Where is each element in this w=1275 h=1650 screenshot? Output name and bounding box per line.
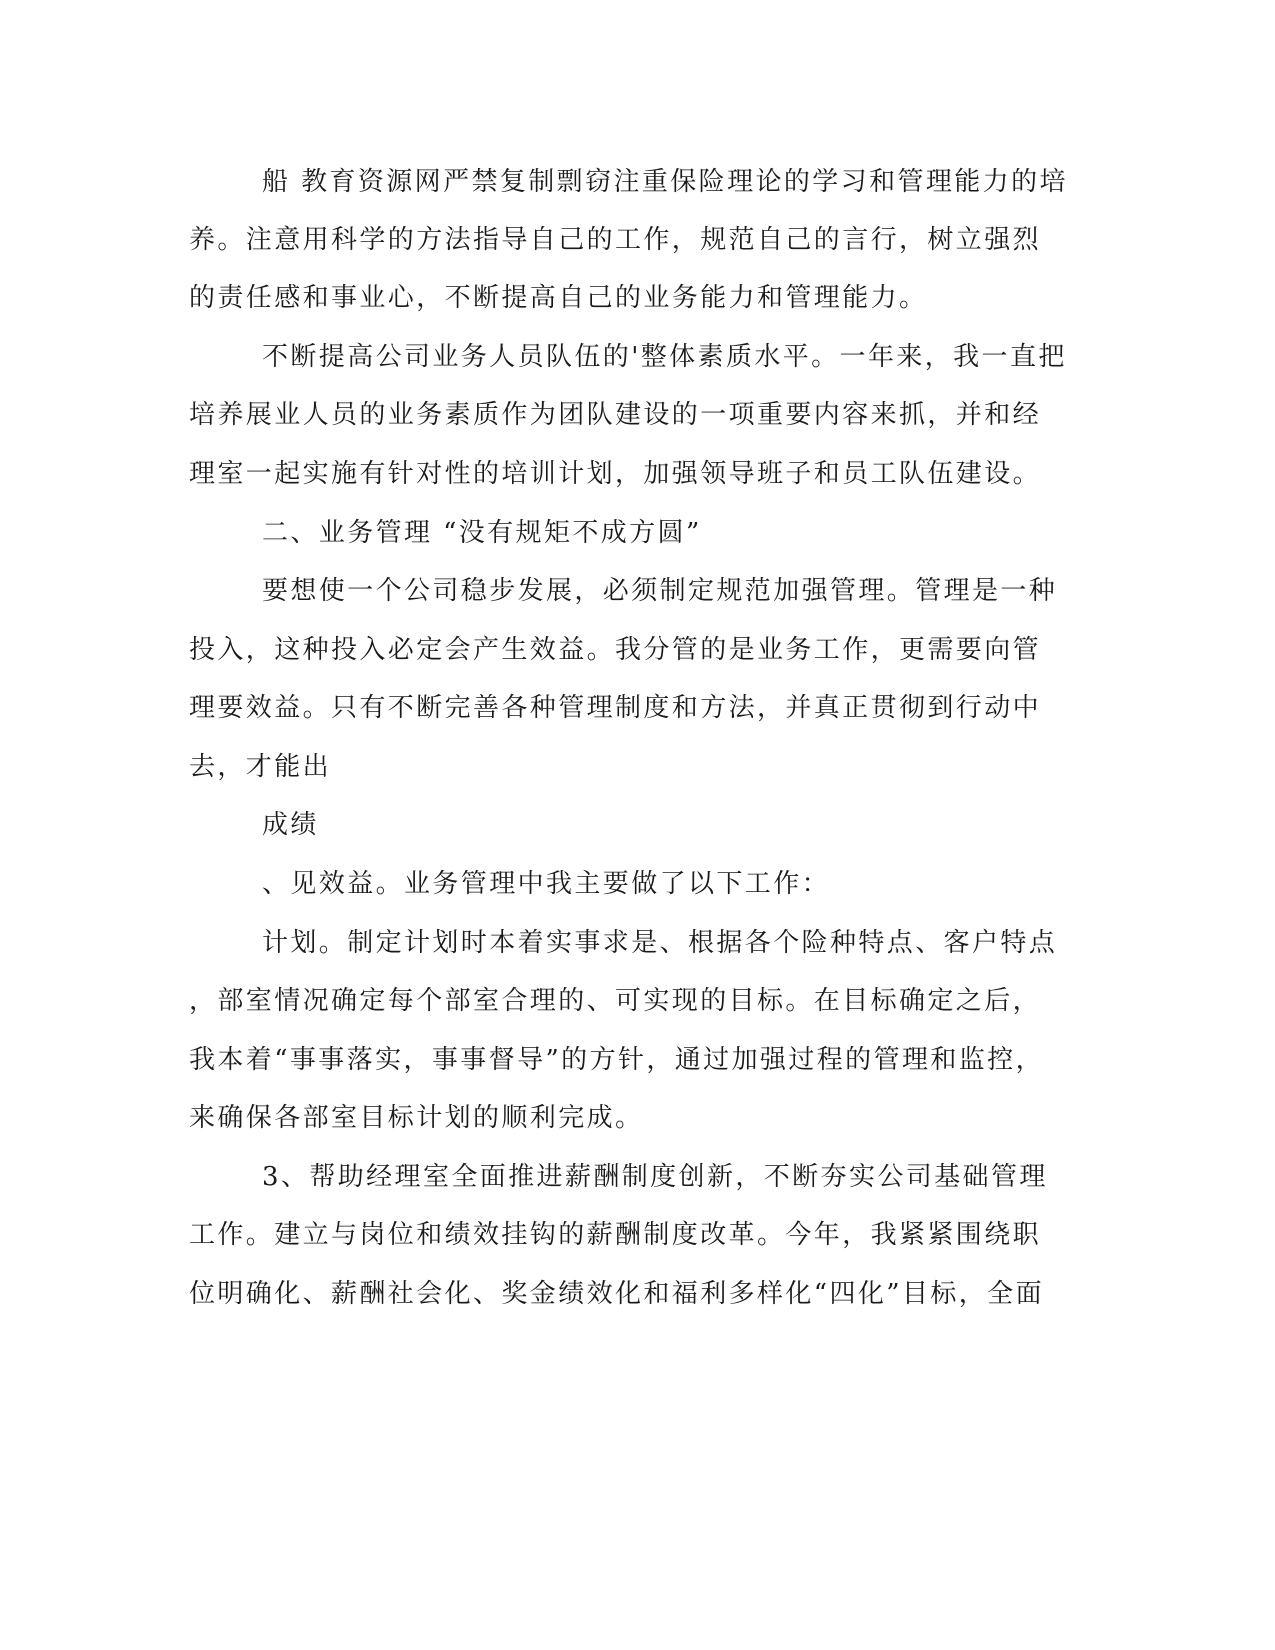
text-line: 3、帮助经理室全面推进薪酬制度创新，不断夯实公司基础管理	[262, 1162, 1048, 1192]
text-line: 不断提高公司业务人员队伍的'整体素质水平。一年来，我一直把	[262, 342, 1067, 372]
text-line: 来确保各部室目标计划的顺利完成。	[189, 1103, 644, 1133]
text-line: 工作。建立与岗位和绩效挂钩的薪酬制度改革。今年，我紧紧围绕职	[189, 1220, 1042, 1250]
text-line: 、见效益。业务管理中我主要做了以下工作：	[262, 869, 831, 899]
text-line: 理要效益。只有不断完善各种管理制度和方法，并真正贯彻到行动中	[189, 693, 1042, 723]
section-heading: 二、业务管理 “没有规矩不成方圆”	[262, 518, 702, 548]
text-line: 培养展业人员的业务素质作为团队建设的一项重要内容来抓，并和经	[189, 400, 1042, 430]
text-line: ，部室情况确定每个部室合理的、可实现的目标。在目标确定之后，	[189, 986, 1042, 1016]
text-line: 我本着“事事落实，事事督导”的方针，通过加强过程的管理和监控，	[189, 1045, 1044, 1075]
text-line: 计划。制定计划时本着实事求是、根据各个险种特点、客户特点	[262, 928, 1058, 958]
text-line: 投入，这种投入必定会产生效益。我分管的是业务工作，更需要向管	[189, 635, 1042, 665]
text-line: 船 教育资源网严禁复制剽窃注重保险理论的学习和管理能力的培	[262, 167, 1068, 197]
text-line: 理室一起实施有针对性的培训计划，加强领导班子和员工队伍建设。	[189, 459, 1042, 489]
text-line: 去，才能出	[189, 752, 332, 782]
text-line: 的责任感和事业心，不断提高自己的业务能力和管理能力。	[189, 283, 928, 313]
text-line: 位明确化、薪酬社会化、奖金绩效化和福利多样化“四化”目标，全面	[189, 1279, 1044, 1309]
text-line: 养。注意用科学的方法指导自己的工作，规范自己的言行，树立强烈	[189, 225, 1042, 255]
text-line: 要想使一个公司稳步发展，必须制定规范加强管理。管理是一种	[262, 576, 1058, 606]
text-line: 成绩	[262, 810, 319, 840]
